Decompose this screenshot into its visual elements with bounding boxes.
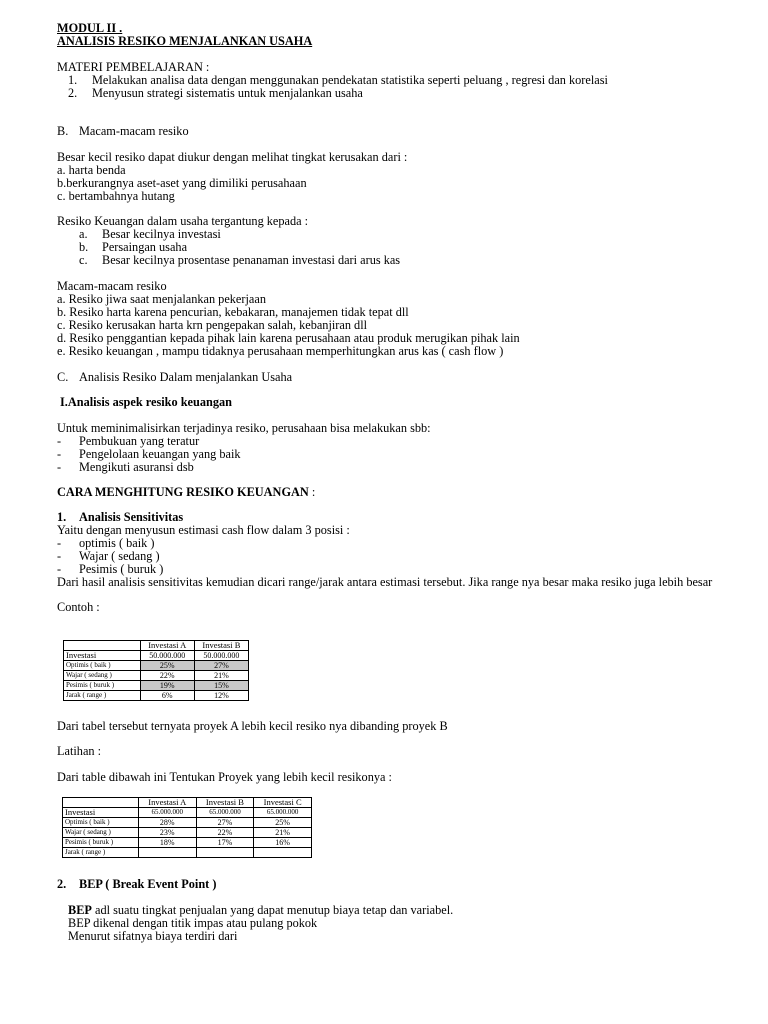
materi-heading: MATERI PEMBELAJARAN :	[57, 60, 210, 74]
bep-line: Menurut sifatnya biaya terdiri dari	[68, 929, 238, 943]
dash-bullet: -	[57, 562, 62, 576]
table-header-cell: Investasi A	[140, 641, 194, 651]
table-header-cell: Investasi B	[194, 641, 248, 651]
list-letter: a.	[79, 227, 88, 241]
table-cell: 23%	[138, 828, 196, 838]
table-cell	[64, 641, 141, 651]
table-header-cell: Investasi A	[138, 798, 196, 808]
table-cell: 17%	[196, 838, 254, 848]
posisi-item: Wajar ( sedang )	[79, 549, 160, 563]
sensitivitas-title: Analisis Sensitivitas	[79, 510, 184, 524]
table-cell: 21%	[194, 671, 248, 681]
table-cell: 12%	[194, 691, 248, 701]
table-cell: 25%	[254, 818, 312, 828]
bep-term: BEP	[68, 903, 92, 917]
table-cell: Jarak ( range )	[63, 848, 139, 858]
list-number: 2.	[68, 86, 78, 100]
table-cell: Wajar ( sedang )	[63, 828, 139, 838]
posisi-item: optimis ( baik )	[79, 536, 155, 550]
latihan-label: Latihan :	[57, 744, 102, 758]
cara-heading: CARA MENGHITUNG RESIKO KEUANGAN	[57, 485, 309, 499]
table-cell: Wajar ( sedang )	[64, 671, 141, 681]
table-row	[64, 671, 249, 681]
sensitivity-table-example	[63, 640, 249, 701]
table-cell: 27%	[196, 818, 254, 828]
table-cell: 18%	[138, 838, 196, 848]
table-cell: 22%	[140, 671, 194, 681]
table-row	[64, 661, 249, 671]
keuangan-item: Besar kecilnya investasi	[102, 227, 221, 241]
macam-heading: Macam-macam resiko	[57, 279, 167, 293]
table-cell: Investasi	[63, 808, 139, 818]
table-cell: Optimis ( baik )	[64, 661, 141, 671]
sensitivity-table-exercise	[62, 797, 312, 858]
sensitivitas-intro: Yaitu dengan menyusun estimasi cash flow dalam 3 posisi :	[57, 523, 350, 537]
section-c-label: C.	[57, 370, 69, 384]
table-cell: 50.000.000	[140, 651, 194, 661]
section-c-title: Analisis Resiko Dalam menjalankan Usaha	[79, 370, 293, 384]
document-title: ANALISIS RESIKO MENJALANKAN USAHA	[57, 34, 313, 48]
table-cell: 19%	[140, 681, 194, 691]
dash-bullet: -	[57, 460, 62, 474]
table-cell: 65.000.000	[196, 808, 254, 818]
keuangan-intro: Resiko Keuangan dalam usaha tergantung kepada :	[57, 214, 309, 228]
table-cell: Investasi	[64, 651, 141, 661]
materi-item: Melakukan analisa data dengan menggunakan pendekatan statistika seperti peluang , regresi dan korelasi	[92, 73, 608, 87]
table-cell: 27%	[194, 661, 248, 671]
section-b-label: B.	[57, 124, 69, 138]
keuangan-item: Besar kecilnya prosentase penanaman investasi dari arus kas	[102, 253, 401, 267]
list-number: 1.	[68, 73, 78, 87]
macam-item: e. Resiko keuangan , mampu tidaknya perusahaan memperhitungkan arus kas ( cash flow )	[57, 344, 504, 358]
section-b-title: Macam-macam resiko	[79, 124, 189, 138]
contoh-label: Contoh :	[57, 600, 100, 614]
table-cell: 50.000.000	[194, 651, 248, 661]
table-cell: 21%	[254, 828, 312, 838]
table-cell: Pesimis ( buruk )	[63, 838, 139, 848]
macam-item: b. Resiko harta karena pencurian, kebakaran, manajemen tidak tepat dll	[57, 305, 409, 319]
macam-item: d. Resiko penggantian kepada pihak lain karena perusahaan atau produk merugikan pihak lain	[57, 331, 520, 345]
table-cell	[254, 848, 312, 858]
table-row	[64, 681, 249, 691]
bep-definition	[68, 904, 453, 917]
list-letter: c.	[79, 253, 88, 267]
table-row	[64, 651, 249, 661]
table-cell	[63, 798, 139, 808]
bep-number: 2.	[57, 877, 67, 891]
materi-item: Menyusun strategi sistematis untuk menjalankan usaha	[92, 86, 363, 100]
bep-line: BEP dikenal dengan titik impas atau pulang pokok	[68, 916, 318, 930]
dash-bullet: -	[57, 447, 62, 461]
table-cell: 15%	[194, 681, 248, 691]
kerusakan-intro: Besar kecil resiko dapat diukur dengan melihat tingkat kerusakan dari :	[57, 150, 408, 164]
table-header-cell: Investasi C	[254, 798, 312, 808]
kerusakan-item: b.berkurangnya aset-aset yang dimiliki perusahaan	[57, 176, 307, 190]
minimal-item: Mengikuti asuransi dsb	[79, 460, 194, 474]
table-row	[63, 818, 312, 828]
table-cell: 65.000.000	[254, 808, 312, 818]
table-header-row	[63, 798, 312, 808]
macam-item: a. Resiko jiwa saat menjalankan pekerjaan	[57, 292, 266, 306]
table-row	[64, 691, 249, 701]
table-header-row	[64, 641, 249, 651]
bep-title: BEP ( Break Event Point )	[79, 877, 217, 891]
sensitivitas-number: 1.	[57, 510, 67, 524]
kesimpulan-text: Dari tabel tersebut ternyata proyek A lebih kecil resiko nya dibanding proyek B	[57, 719, 448, 733]
list-letter: b.	[79, 240, 89, 254]
macam-item: c. Resiko kerusakan harta krn pengepakan salah, kebanjiran dll	[57, 318, 368, 332]
cara-colon: :	[311, 485, 316, 499]
table-row	[63, 808, 312, 818]
table-cell: Optimis ( baik )	[63, 818, 139, 828]
bep-definition-text: adl suatu tingkat penjualan yang dapat menutup biaya tetap dan variabel.	[91, 903, 454, 917]
table-cell: 6%	[140, 691, 194, 701]
cara-heading-line	[57, 486, 315, 499]
kerusakan-item: c. bertambahnya hutang	[57, 189, 175, 203]
dash-bullet: -	[57, 536, 62, 550]
table-cell	[196, 848, 254, 858]
module-label: MODUL II .	[57, 21, 123, 35]
table-row	[63, 848, 312, 858]
posisi-item: Pesimis ( buruk )	[79, 562, 164, 576]
minimal-intro: Untuk meminimalisirkan terjadinya resiko, perusahaan bisa melakukan sbb:	[57, 421, 431, 435]
kerusakan-item: a. harta benda	[57, 163, 126, 177]
table-cell: Pesimis ( buruk )	[64, 681, 141, 691]
table-row	[63, 828, 312, 838]
table-row	[63, 838, 312, 848]
sensitivitas-paragraph: Dari hasil analisis sensitivitas kemudian dicari range/jarak antara estimasi tersebut. Jika range nya besar maka resiko juga lebih besar	[57, 575, 713, 589]
keuangan-item: Persaingan usaha	[102, 240, 188, 254]
aspek-heading: I.Analisis aspek resiko keuangan	[60, 395, 232, 409]
table-header-cell: Investasi B	[196, 798, 254, 808]
minimal-item: Pengelolaan keuangan yang baik	[79, 447, 241, 461]
minimal-item: Pembukuan yang teratur	[79, 434, 200, 448]
dash-bullet: -	[57, 434, 62, 448]
table-cell	[138, 848, 196, 858]
table-cell: 16%	[254, 838, 312, 848]
table-cell: 25%	[140, 661, 194, 671]
latihan-question: Dari table dibawah ini Tentukan Proyek yang lebih kecil resikonya :	[57, 770, 392, 784]
table-cell: 28%	[138, 818, 196, 828]
table-cell: 65.000.000	[138, 808, 196, 818]
table-cell: Jarak ( range )	[64, 691, 141, 701]
table-cell: 22%	[196, 828, 254, 838]
dash-bullet: -	[57, 549, 62, 563]
